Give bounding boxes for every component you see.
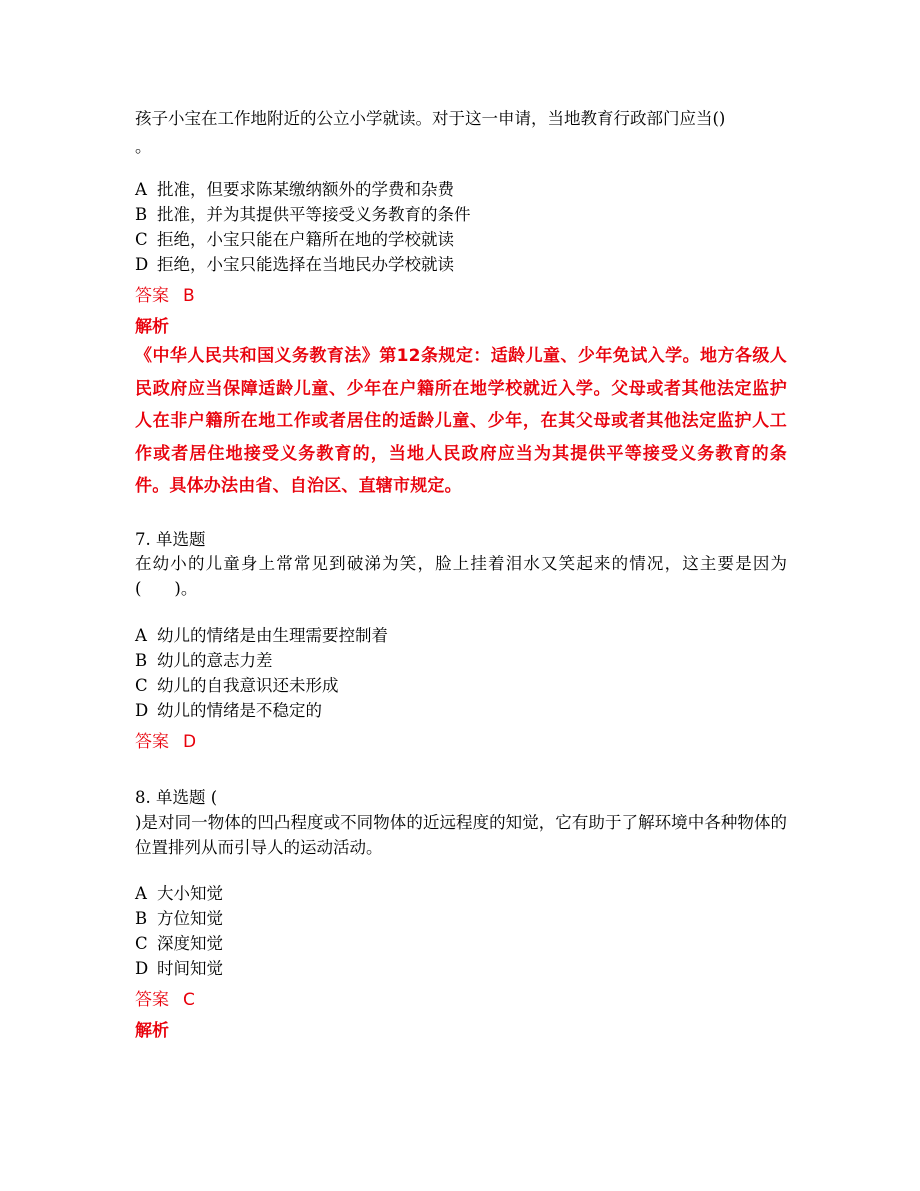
option-text: 拒绝，小宝只能在户籍所在地的学校就读 (157, 230, 454, 249)
option-text: 幼儿的情绪是由生理需要控制着 (157, 626, 388, 645)
q7-option-c (135, 675, 339, 697)
answer-value: B (183, 286, 195, 306)
option-text: 幼儿的自我意识还未形成 (157, 676, 339, 695)
q8-header: 8. 单选题 ( (135, 788, 218, 807)
q6-analysis-text: 《中华人民共和国义务教育法》第12条规定：适龄儿童、少年免试入学。地方各级人民政府应当保障适龄儿童、少年在户籍所在地学校就近入学。父母或者其他法定监护人在非户籍所在地工作或者居住的适龄儿童、少年，在其父母或者其他法定监护人工作或者居住地接受义务教育的，当地人民政府应当为其提供平等接受义务教育的条件。具体办法由省、自治区、直辖市规定。 (135, 346, 787, 496)
q6-option-c (135, 229, 454, 251)
option-text: 时间知觉 (157, 959, 223, 978)
q7-option-d (135, 700, 322, 722)
option-letter: C (135, 676, 148, 695)
option-letter: A (135, 180, 147, 199)
q6-analysis-label: 解析 (135, 317, 169, 337)
q8-answer (135, 988, 195, 1012)
q7-answer (135, 730, 196, 754)
q8-option-d (135, 958, 223, 980)
answer-value: C (183, 990, 195, 1010)
option-text: 批准，但要求陈某缴纳额外的学费和杂费 (157, 180, 454, 199)
q8-analysis-label: 解析 (135, 1021, 169, 1041)
option-letter: D (135, 959, 149, 978)
answer-label: 答案 (135, 732, 169, 752)
q6-option-b (135, 204, 471, 226)
q7-stem: 在幼小的儿童身上常常见到破涕为笑，脸上挂着泪水又笑起来的情况，这主要是因为( )。 (135, 554, 787, 598)
option-text: 批准，并为其提供平等接受义务教育的条件 (157, 205, 471, 224)
q8-option-b (135, 908, 223, 930)
q7-option-b (135, 650, 273, 672)
option-letter: D (135, 701, 149, 720)
q6-stem-line1: 孩子小宝在工作地附近的公立小学就读。对于这一申请，当地教育行政部门应当() (135, 109, 726, 128)
option-letter: A (135, 626, 147, 645)
option-letter: A (135, 884, 147, 903)
option-text: 幼儿的意志力差 (157, 651, 273, 670)
option-text: 大小知觉 (157, 884, 223, 903)
q7-option-a (135, 625, 388, 647)
q6-answer (135, 284, 195, 308)
option-letter: B (135, 909, 148, 928)
q6-option-a (135, 179, 454, 201)
option-letter: D (135, 255, 149, 274)
q8-stem: )是对同一物体的凹凸程度或不同物体的近远程度的知觉，它有助于了解环境中各种物体的位置排列从而引导人的运动活动。 (135, 813, 787, 857)
q8-option-c (135, 933, 223, 955)
q6-stem-line2: 。 (135, 137, 152, 156)
option-text: 幼儿的情绪是不稳定的 (157, 701, 322, 720)
option-letter: B (135, 651, 148, 670)
answer-label: 答案 (135, 990, 169, 1010)
q8-option-a (135, 883, 223, 905)
option-letter: C (135, 934, 148, 953)
option-letter: B (135, 205, 148, 224)
option-text: 深度知觉 (157, 934, 223, 953)
q7-header: 7. 单选题 (135, 530, 206, 549)
q6-option-d (135, 254, 454, 276)
answer-value: D (183, 732, 197, 752)
answer-label: 答案 (135, 286, 169, 306)
option-letter: C (135, 230, 148, 249)
option-text: 方位知觉 (157, 909, 223, 928)
option-text: 拒绝，小宝只能选择在当地民办学校就读 (157, 255, 454, 274)
